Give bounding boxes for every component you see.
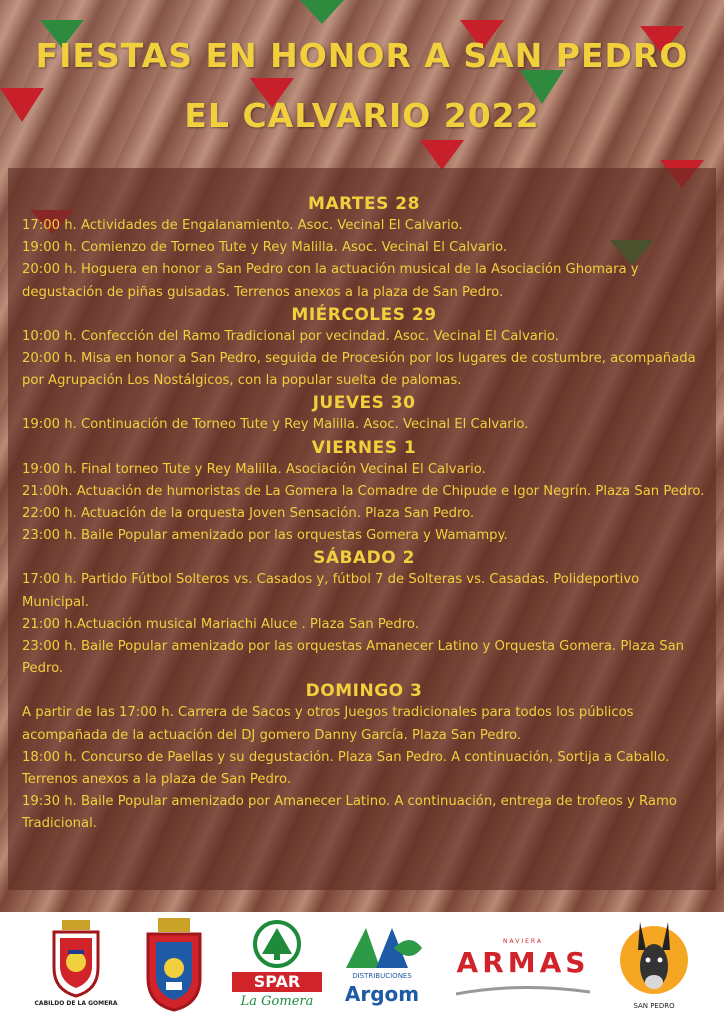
event-item: 10:00 h. Confección del Ramo Tradicional por vecindad. Asoc. Vecinal El Calvario. [22,328,559,344]
armas-top-label: NAVIERA [503,938,543,945]
event-item: 23:00 h. Baile Popular amenizado por las orquestas Gomera y Wamampy. [22,528,508,544]
armas-brand: ARMAS [456,946,590,979]
cabildo-shield-icon [48,920,104,998]
san-pedro-logo [616,916,692,1020]
san-pedro-label: SAN PEDRO [633,1002,675,1010]
argom-top-label: DISTRIBUCIONES [352,972,412,980]
day-heading: DOMINGO 3 [305,681,423,702]
spar-tree-icon [232,920,322,970]
event-item: A partir de las 17:00 h. Carrera de Sacos y otros Juegos tradicionales para todos los públicos acompañada de la actuación del DJ gomero Danny García. Plaza San Pedro. [22,705,634,743]
event-item: 21:00h. Actuación de humoristas de La Gomera la Comadre de Chipude e Igor Negrín. Plaza San Pedro. [22,483,705,499]
cabildo-logo [34,920,118,1012]
event-item: 20:00 h. Misa en honor a San Pedro, seguida de Procesión por los lugares de costumbre, acompañada por Agrupación Los Nostálgicos, con la popular suelta de palomas. [22,351,696,389]
day-section [22,547,706,680]
day-heading: JUEVES 30 [312,393,416,414]
sponsor-footer [0,912,724,1024]
spar-subtitle: La Gomera [240,994,314,1009]
day-section [22,392,706,436]
armas-logo [450,938,596,1008]
municipal-shield-logo [144,918,204,1014]
event-item: 20:00 h. Hoguera en honor a San Pedro con la actuación musical de la Asociación Ghomara y degustación de piñas guisadas. Terrenos anexos a la plaza de San Pedro. [22,262,639,300]
page-title: FIESTAS EN HONOR A SAN PEDRO [35,36,689,75]
event-item: 21:00 h.Actuación musical Mariachi Aluce . Plaza San Pedro. [22,616,419,632]
municipal-shield-icon [144,918,204,1012]
bunting-flag [420,140,464,170]
day-section [22,437,706,548]
day-heading: MIÉRCOLES 29 [291,304,437,325]
event-item: 19:30 h. Baile Popular amenizado por Amanecer Latino. A continuación, entrega de trofeos y Ramo Tradicional. [22,794,677,832]
spar-brand: SPAR [232,972,322,992]
page-subtitle: EL CALVARIO 2022 [184,96,540,135]
event-item: 19:00 h. Comienzo de Torneo Tute y Rey Malilla. Asoc. Vecinal El Calvario. [22,240,508,256]
event-item: 17:00 h. Partido Fútbol Solteros vs. Casados y, fútbol 7 de Solteras vs. Casadas. Polideportivo Municipal. [22,572,640,610]
cabildo-label: CABILDO DE LA GOMERA [34,1000,118,1007]
argom-brand: Argom [344,982,420,1006]
event-item: 19:00 h. Final torneo Tute y Rey Malilla. Asociación Vecinal El Calvario. [22,461,486,477]
event-item: 17:00 h. Actividades de Engalanamiento. Asoc. Vecinal El Calvario. [22,218,463,233]
day-section [22,193,706,304]
event-item: 22:00 h. Actuación de la orquesta Joven Sensación. Plaza San Pedro. [22,506,475,522]
donkey-icon [616,916,692,1000]
event-item: 19:00 h. Continuación de Torneo Tute y Rey Malilla. Asoc. Vecinal El Calvario. [22,417,529,433]
day-section [22,304,706,393]
bunting-flag [300,0,344,24]
argom-mark-icon [336,922,428,972]
argom-logo [336,922,428,1016]
program-list [22,193,706,836]
day-heading: SÁBADO 2 [313,548,415,569]
day-heading: VIERNES 1 [311,437,417,458]
day-heading: MARTES 28 [308,194,420,214]
armas-wave-icon [450,984,596,998]
spar-logo [232,920,322,1016]
day-section [22,680,706,835]
event-item: 18:00 h. Concurso de Paellas y su degustación. Plaza San Pedro. A continuación, Sortija a Caballo. Terrenos anexos a la plaza de San Pedro. [22,749,670,788]
event-item: 23:00 h. Baile Popular amenizado por las orquestas Amanecer Latino y Orquesta Gomera. Plaza San Pedro. [22,639,685,677]
